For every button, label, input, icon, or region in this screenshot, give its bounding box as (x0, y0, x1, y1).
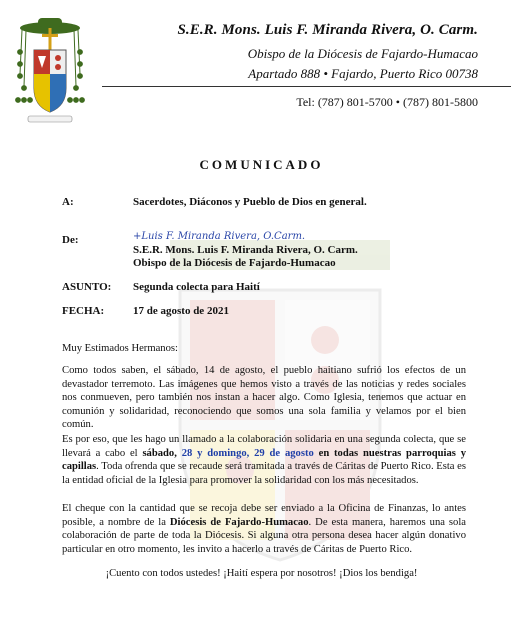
svg-text:+Luis F. Miranda Rivera, O.Car: +Luis F. Miranda Rivera, O.Carm. (133, 231, 306, 242)
phone-numbers: Tel: (787) 801-5700 • (787) 801-5800 (296, 95, 478, 109)
subject-value: Segunda colecta para Haití (133, 281, 260, 293)
paragraph-2: Es por eso, que les hago un llamado a la colaboración solidaria en una segunda colecta, que se llevará a cabo el sábado, 28 y domingo, 29 de agosto en todas nuestras parroquias y capillas. Toda ofrenda que se recaude será tramitada a través de Cáritas de Puerto Rico. Esta es la entidad oficial de la Iglesia para promover la solidaridad con los más necesitados. (62, 434, 467, 486)
paragraph-3: El cheque con la cantidad que se recoja debe ser enviado a la Oficina de Finanzas, lo antes posible, a nombre de la Diócesis de Fajardo-Humacao. De esta manera, haremos una sola colaboración de parte de toda la Diócesis. Si alguna otra persona desea hacer algún donativo particular en otro momento, les invito a hacerlo a través de Cáritas de Puerto Rico. (62, 503, 467, 555)
header-divider (102, 86, 511, 87)
handwritten-signature (133, 224, 306, 246)
date-value: 17 de agosto de 2021 (133, 305, 229, 317)
closing-line: ¡Cuento con todos ustedes! ¡Haití espera por nosotros! ¡Dios los bendiga! (105, 568, 418, 579)
from-name: S.E.R. Mons. Luis F. Miranda Rivera, O. Carm. (133, 244, 358, 256)
document-title: COMUNICADO (199, 157, 324, 172)
diocese-office-header: Obispo de la Diócesis de Fajardo-Humacao (247, 46, 478, 61)
paragraph-1: Como todos saben, el sábado, 14 de agosto, el pueblo haitiano sufrió los efectos de un devastador terremoto. Las imágenes que hemos visto a través de las noticias y redes sociales nos conmueven, pero también nos instan a hacer algo. Como Iglesia, tenemos que actuar en comunión y solidaridad, reconociendo que somos una sola familia y velamos por el bien común. (62, 365, 466, 430)
date-label: FECHA: (62, 305, 105, 317)
from-title: Obispo de la Diócesis de Fajardo-Humacao (133, 257, 336, 269)
to-label: A: (62, 196, 74, 208)
coat-of-arms-logo (14, 14, 86, 126)
to-value: Sacerdotes, Diáconos y Pueblo de Dios en general. (133, 196, 367, 208)
mailing-address: Apartado 888 • Fajardo, Puerto Rico 00738 (248, 66, 478, 81)
subject-label: ASUNTO: (62, 281, 112, 293)
from-label: De: (62, 234, 79, 246)
greeting: Muy Estimados Hermanos: (62, 343, 178, 354)
bishop-name-header: S.E.R. Mons. Luis F. Miranda Rivera, O. Carm. (177, 22, 478, 38)
